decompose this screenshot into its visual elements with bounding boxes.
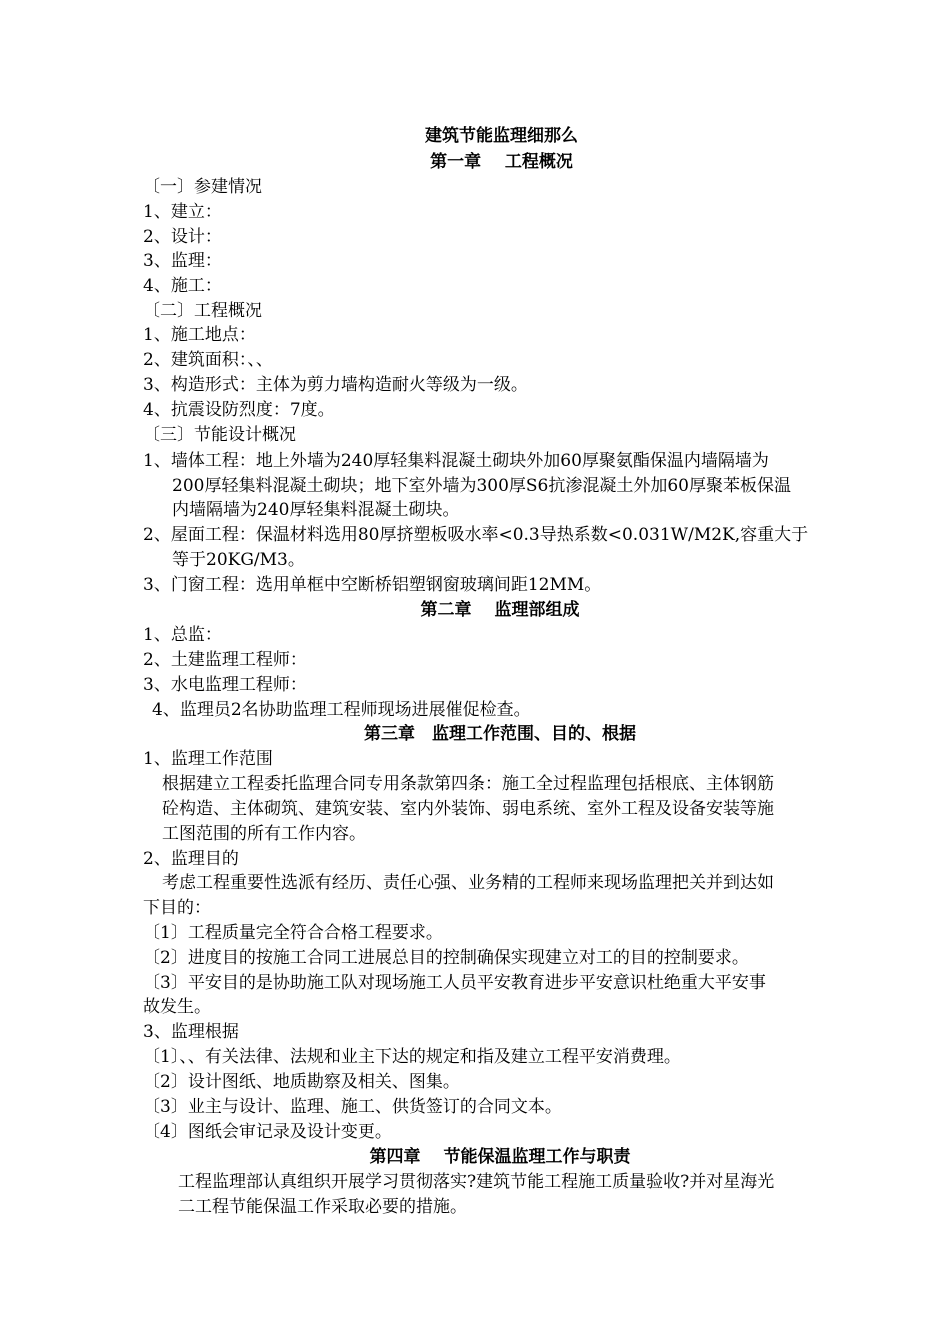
list-item: 3、构造形式：主体为剪力墙构造耐火等级为一级。 — [143, 375, 528, 395]
list-item: 2、土建监理工程师： — [143, 650, 307, 670]
paragraph-line: 200厚轻集料混凝土砌块；地下室外墙为300厚S6抗渗混凝土外加60厚聚苯板保温 — [172, 476, 791, 496]
paragraph-line: 砼构造、主体砌筑、建筑安装、室内外装饰、弱电系统、室外工程及设备安装等施 — [162, 799, 774, 819]
list-item: 〔4〕图纸会审记录及设计变更。 — [143, 1122, 392, 1142]
paragraph-line: 故发生。 — [143, 997, 211, 1017]
paragraph-line: 根据建立工程委托监理合同专用条款第四条：施工全过程监理包括根底、主体钢筋 — [162, 774, 774, 794]
list-item: 〔3〕平安目的是协助施工队对现场施工人员平安教育进步平安意识杜绝重大平安事 — [143, 973, 766, 993]
section-1-heading: 〔一〕参建情况 — [143, 177, 262, 197]
chapter-2-title: 第二章 监理部组成 — [420, 600, 580, 620]
chapter-1-name: 工程概况 — [504, 152, 573, 172]
subsection-heading: 1、监理工作范围 — [143, 749, 273, 769]
list-item: 4、施工： — [143, 276, 222, 296]
subsection-heading: 3、监理根据 — [143, 1022, 239, 1042]
section-3-heading: 〔三〕节能设计概况 — [143, 425, 296, 445]
document-title: 建筑节能监理细那么 — [425, 126, 578, 146]
list-item: 1、建立： — [143, 202, 222, 222]
list-item: 〔1〕工程质量完全符合合格工程要求。 — [143, 923, 443, 943]
list-item: 4、监理员2名协助监理工程师现场进展催促检查。 — [152, 700, 531, 720]
section-2-heading: 〔二〕工程概况 — [143, 301, 262, 321]
list-item: 3、监理： — [143, 251, 222, 271]
chapter-1-number: 第一章 — [430, 152, 482, 172]
list-item: 〔2〕设计图纸、地质勘察及相关、图集。 — [143, 1072, 460, 1092]
list-item: 1、施工地点： — [143, 325, 256, 345]
list-item: 1、总监： — [143, 625, 222, 645]
list-item: 2、建筑面积：、、 — [143, 350, 273, 370]
paragraph-line: 二工程节能保温工作采取必要的措施。 — [178, 1197, 467, 1217]
paragraph-line: 工程监理部认真组织开展学习贯彻落实?建筑节能工程施工质量验收?并对星海光 — [178, 1172, 775, 1192]
paragraph-line: 3、门窗工程：选用单框中空断桥铝塑钢窗玻璃间距12MM。 — [143, 575, 602, 595]
paragraph-line: 工图范围的所有工作内容。 — [162, 824, 366, 844]
list-item: 〔3〕业主与设计、监理、施工、供货签订的合同文本。 — [143, 1097, 562, 1117]
chapter-4-title: 第四章 节能保温监理工作与职责 — [369, 1147, 631, 1167]
paragraph-line: 考虑工程重要性选派有经历、责任心强、业务精的工程师来现场监理把关并到达如 — [162, 873, 774, 893]
paragraph-line: 2、屋面工程：保温材料选用80厚挤塑板吸水率<0.3导热系数<0.031W/M2K,容重大于 — [143, 525, 809, 545]
list-item: 〔2〕进度目的按施工合同工进展总目的控制确保实现建立对工的目的控制要求。 — [143, 948, 749, 968]
chapter-3-title: 第三章 监理工作范围、目的、根据 — [364, 724, 636, 744]
paragraph-line: 内墙隔墙为240厚轻集料混凝土砌块。 — [172, 500, 460, 520]
chapter-1-title — [0, 150, 950, 174]
paragraph-line: 等于20KG/M3。 — [172, 550, 305, 570]
paragraph-line: 1、墙体工程：地上外墙为240厚轻集料混凝土砌块外加60厚聚氨酯保温内墙隔墙为 — [143, 451, 769, 471]
list-item: 2、设计： — [143, 227, 222, 247]
paragraph-line: 下目的： — [143, 898, 211, 918]
list-item: 3、水电监理工程师： — [143, 675, 307, 695]
list-item: 4、抗震设防烈度：7度。 — [143, 400, 335, 420]
list-item: 〔1〕、、有关法律、法规和业主下达的规定和指及建立工程平安消费理。 — [143, 1047, 681, 1067]
subsection-heading: 2、监理目的 — [143, 849, 239, 869]
